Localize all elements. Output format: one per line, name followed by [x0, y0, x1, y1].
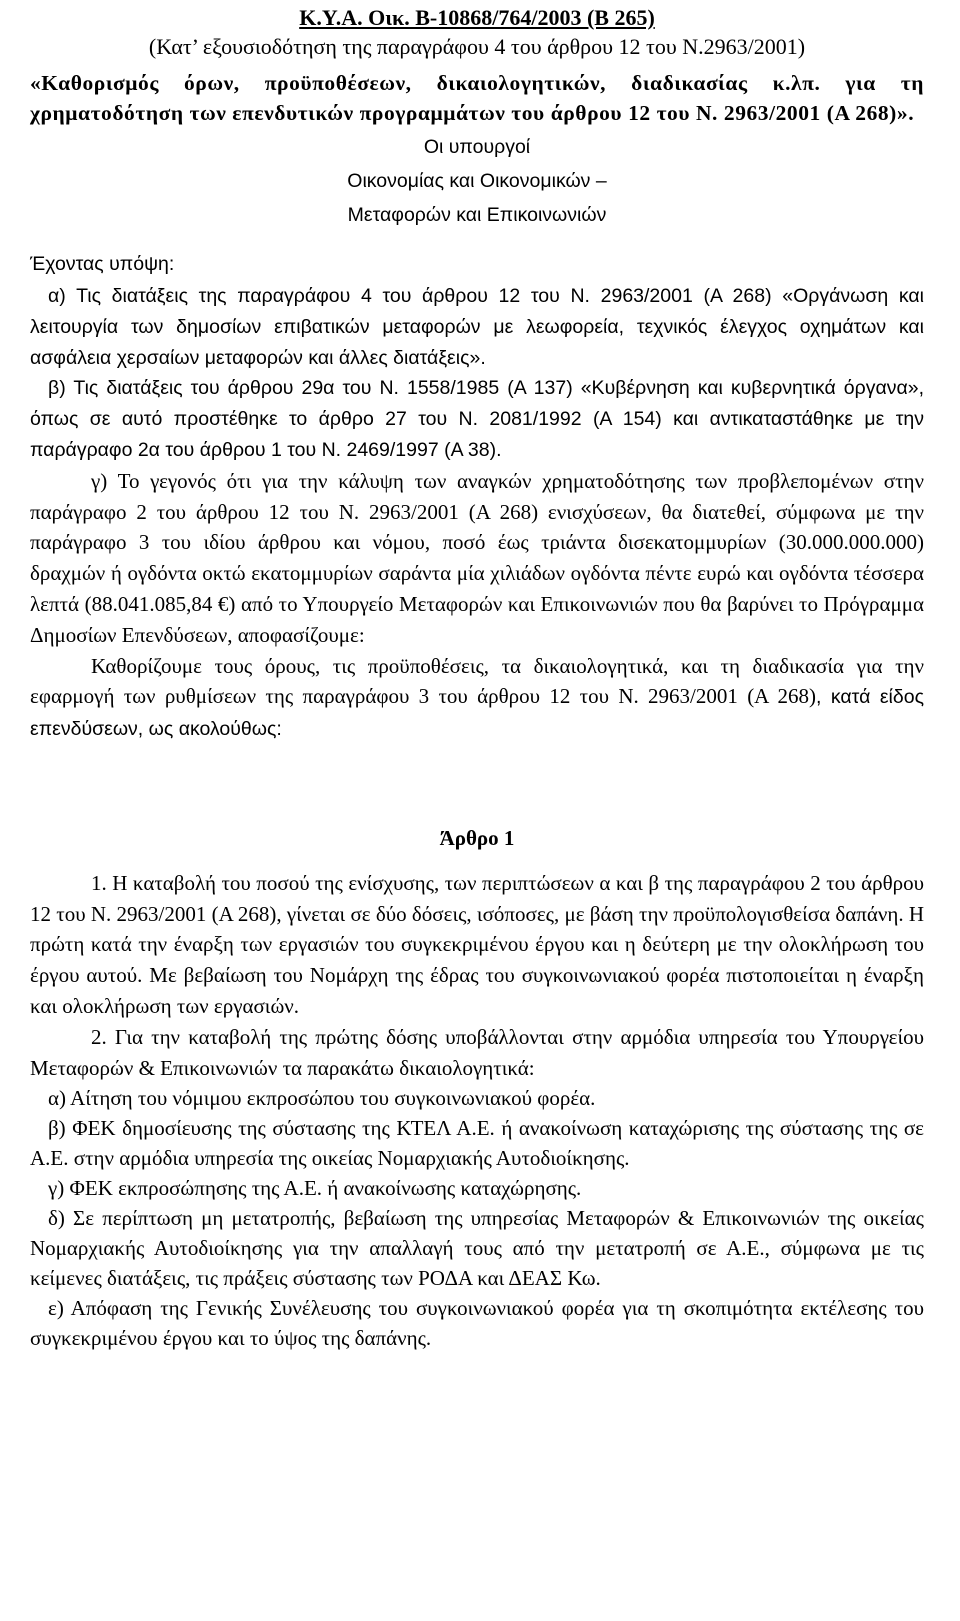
- document-topic: «Καθορισμός όρων, προϋποθέσεων, δικαιολογητικών, διαδικασίας κ.λπ. για τη χρηματοδότηση των επενδυτικών προγραμμάτων του άρθρου 12 του Ν. 2963/2001 (Α 268)».: [30, 71, 924, 125]
- document-subtitle: (Κατ’ εξουσιοδότηση της παραγράφου 4 του άρθρου 12 του Ν.2963/2001): [148, 34, 806, 59]
- list-item: γ) ΦΕΚ εκπροσώπησης της Α.Ε. ή ανακοίνωσης καταχώρησης.: [48, 1176, 582, 1201]
- preamble-item-c: γ) Το γεγονός ότι για την κάλυψη των αναγκών χρηματοδότησης των προβλεπομένων στην παράγραφο 2 του άρθρου 12 του Ν. 2963/2001 (Α 268) ενισχύσεων, θα διατεθεί, σύμφωνα με την παράγραφο 3 του ιδίου άρθρου και νόμου, ποσό έως τριάντα δισεκατομμυρίων (30.000.000.000) δραχμών ή ογδόντα οκτώ εκατομμυρίων σαράντα μία χιλιάδων ογδόντα πέντε ευρώ και ογδόντα τέσσερα λεπτά (88.041.085,84 €) από το Υπουργείο Μεταφορών και Επικοινωνιών που θα βαρύνει το Πρόγραμμα Δημοσίων Επενδύσεων, αποφασίζουμε:: [30, 468, 924, 647]
- article-paragraph-2: 2. Για την καταβολή της πρώτης δόσης υποβάλλονται στην αρμόδια υπηρεσία του Υπουργείου Μεταφορών & Επικοινωνιών τα παρακάτω δικαιολογητικά:: [30, 1024, 924, 1080]
- list-item: δ) Σε περίπτωση μη μετατροπής, βεβαίωση της υπηρεσίας Μεταφορών & Επικοινωνιών της οικείας Νομαρχιακής Αυτοδιοίκησης για την απαλλαγή τους από την μετατροπή σε Α.Ε., σύμφωνα με τις κείμενες διατάξεις, τις πράξεις σύστασης των ΡΟΔΑ και ΔΕΑΣ Κω.: [30, 1206, 924, 1291]
- decision-text-end: , κατά είδος επενδύσεων, ως ακολούθως:: [30, 686, 924, 741]
- list-item: α) Αίτηση του νόμιμου εκπροσώπου του συγκοινωνιακού φορέα.: [48, 1086, 596, 1111]
- list-item: ε) Απόφαση της Γενικής Συνέλευσης του συγκοινωνιακού φορέα για τη σκοπιμότητα εκτέλεσης του συγκεκριμένου έργου και το ύψος της δαπάνης.: [30, 1296, 924, 1351]
- article-heading: Άρθρο 1: [439, 825, 515, 850]
- ministers-line-2: Οικονομίας και Οικονομικών –: [347, 170, 607, 192]
- decision-text: Καθορίζουμε τους όρους, τις προϋποθέσεις, τα δικαιολογητικά, και τη διαδικασία για την εφαρμογή των ρυθμίσεων της παραγράφου 3 του άρθρου 12 του Ν. 2963/2001 (Α 268): [30, 653, 924, 709]
- document-title: Κ.Υ.Α. Οικ. Β-10868/764/2003 (Β 265): [299, 5, 655, 30]
- list-item: β) ΦΕΚ δημοσίευσης της σύστασης της ΚΤΕΛ Α.Ε. ή ανακοίνωση καταχώρισης της σύστασης της σε Α.Ε. στην αρμόδια υπηρεσία της οικείας Νομαρχιακής Αυτοδιοίκησης.: [30, 1116, 924, 1171]
- ministers-line-3: Μεταφορών και Επικοινωνιών: [347, 204, 607, 226]
- preamble-item-a: α) Τις διατάξεις της παραγράφου 4 του άρθρου 12 του Ν. 2963/2001 (Α 268) «Οργάνωση και λειτουργία των δημοσίων επιβατικών μεταφορών με λεωφορεία, τεχνικός έλεγχος οχημάτων και ασφάλεια χερσαίων μεταφορών και άλλες διατάξεις».: [30, 285, 924, 369]
- ministers-line-1: Οι υπουργοί: [423, 136, 531, 158]
- decision-paragraph: [30, 651, 924, 745]
- considering-heading: Έχοντας υπόψη:: [30, 253, 175, 275]
- article-paragraph-1: 1. Η καταβολή του ποσού της ενίσχυσης, των περιπτώσεων α και β της παραγράφου 2 του άρθρου 12 του Ν. 2963/2001 (Α 268), γίνεται σε δύο δόσεις, ισόποσες, με βάση την προϋπολογισθείσα δαπάνη. Η πρώτη κατά την έναρξη των εργασιών του συγκεκριμένου έργου και η δεύτερη με την ολοκλήρωση του έργου αυτού. Με βεβαίωση του Νομάρχη της έδρας του συγκοινωνιακού φορέα πιστοποιείται η έναρξη και ολοκλήρωση των εργασιών.: [30, 870, 924, 1018]
- preamble-item-b: β) Τις διατάξεις του άρθρου 29α του Ν. 1558/1985 (Α 137) «Κυβέρνηση και κυβερνητικά όργανα», όπως σε αυτό προστέθηκε το άρθρο 27 του Ν. 2081/1992 (Α 154) και αντικαταστάθηκε με την παράγραφο 2α του άρθρου 1 του Ν. 2469/1997 (Α 38).: [30, 377, 924, 461]
